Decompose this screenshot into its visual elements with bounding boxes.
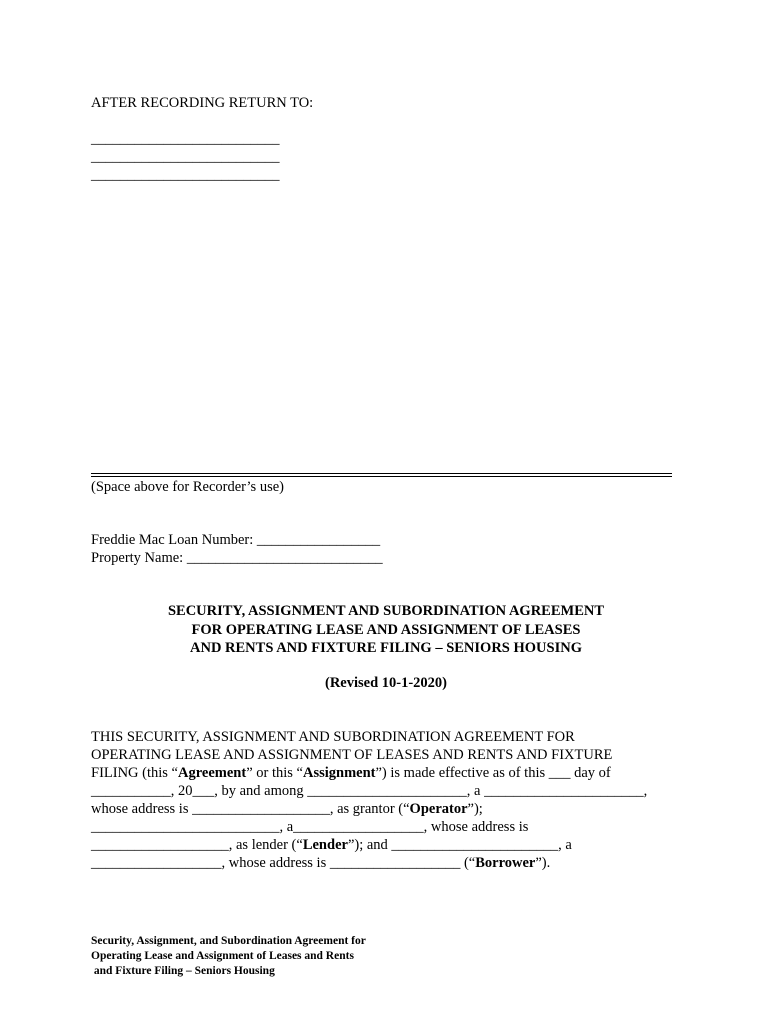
loan-number-field: Freddie Mac Loan Number: _________________ bbox=[91, 532, 381, 548]
body-line-6: __________________________, a__________________, whose address is bbox=[91, 819, 529, 835]
document-title bbox=[91, 602, 681, 658]
lender-term: Lender bbox=[302, 837, 348, 853]
footer-line-2: Operating Lease and Assignment of Leases and Rents bbox=[91, 950, 354, 962]
recorder-space-note: (Space above for Recorder’s use) bbox=[91, 479, 284, 495]
body-line-2: OPERATING LEASE AND ASSIGNMENT OF LEASES AND RENTS AND FIXTURE bbox=[91, 747, 613, 763]
body-line-4: ___________, 20___, by and among ______________________, a ______________________, bbox=[91, 783, 648, 799]
assignment-term: Assignment bbox=[302, 765, 376, 781]
body-line-1: THIS SECURITY, ASSIGNMENT AND SUBORDINATION AGREEMENT FOR bbox=[91, 729, 575, 745]
return-address-line-1: __________________________ bbox=[91, 131, 280, 147]
title-line-1: SECURITY, ASSIGNMENT AND SUBORDINATION AGREEMENT bbox=[167, 603, 605, 619]
body-line-8: __________________, whose address is __________________ (“Borrower”). bbox=[91, 855, 551, 871]
footer-line-3: and Fixture Filing – Seniors Housing bbox=[91, 965, 275, 977]
return-to-label: AFTER RECORDING RETURN TO: bbox=[91, 95, 314, 111]
body-line-7: ___________________, as lender (“Lender”); and _______________________, a bbox=[91, 837, 572, 853]
property-name-field: Property Name: ___________________________ bbox=[91, 550, 383, 566]
revision-date: (Revised 10-1-2020) bbox=[324, 675, 448, 691]
operator-term: Operator bbox=[409, 801, 468, 817]
agreement-term: Agreement bbox=[178, 765, 247, 781]
agreement-intro-paragraph bbox=[91, 728, 691, 872]
page-footer bbox=[91, 934, 366, 979]
body-line-3: FILING (this “Agreement” or this “Assignment”) is made effective as of this ___ day of bbox=[91, 765, 611, 781]
borrower-term: Borrower bbox=[475, 855, 536, 871]
title-line-2: FOR OPERATING LEASE AND ASSIGNMENT OF LEASES bbox=[191, 621, 581, 638]
recorder-space-divider bbox=[91, 473, 672, 477]
footer-line-1: Security, Assignment, and Subordination Agreement for bbox=[91, 935, 366, 947]
title-line-3: AND RENTS AND FIXTURE FILING – SENIORS HOUSING bbox=[190, 640, 582, 656]
return-address-line-2: __________________________ bbox=[91, 149, 280, 165]
body-line-5: whose address is ___________________, as grantor (“Operator”); bbox=[91, 801, 483, 817]
return-address-line-3: __________________________ bbox=[91, 167, 280, 183]
